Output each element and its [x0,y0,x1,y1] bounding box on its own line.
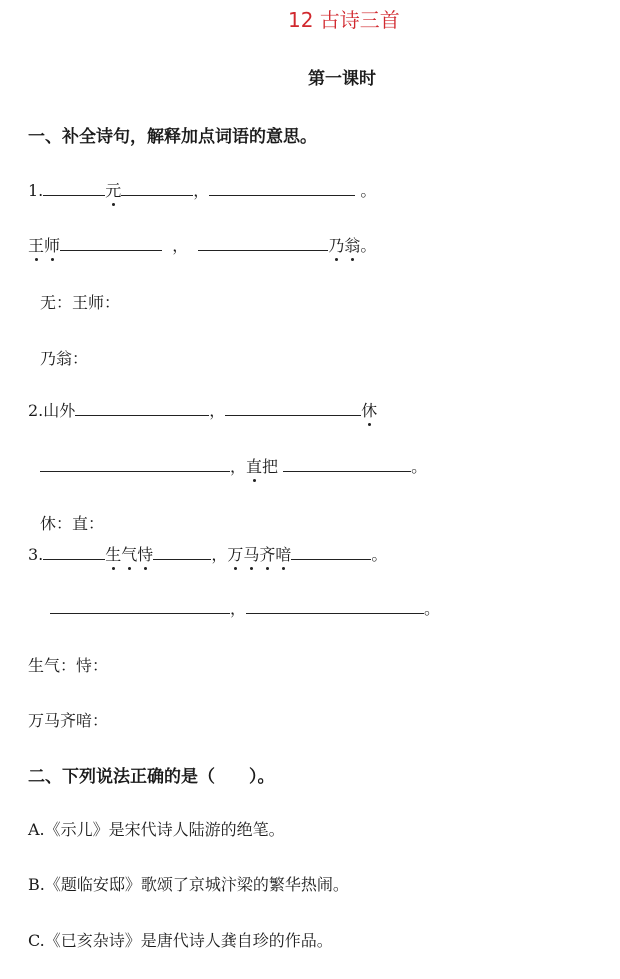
q1-dotted-shi: 师 [44,233,60,256]
q3-line2 [50,596,440,619]
q2-dotted-xiu: 休 [361,398,377,421]
q2-blank-1[interactable] [75,398,209,416]
q3-dotted-qi: 气 [121,542,137,565]
q2-blank-3[interactable] [40,454,230,472]
q3-blank-1[interactable] [43,542,105,560]
q2-comma-2: ， [230,457,247,476]
q3-dotted-sheng: 生 [105,542,121,565]
q3-dotted-shi: 恃 [137,542,153,565]
q2-dotted-zhi: 直 [246,454,262,477]
q3-blank-4[interactable] [50,596,230,614]
q1-line2 [28,233,376,256]
q3-dotted-qi2: 齐 [259,542,275,565]
q3-explain-2: 万马齐喑： [28,711,109,730]
section1-heading: 一、补全诗句，解释加点词语的意思。 [28,127,317,147]
q1-comma-2: ， [172,236,189,255]
q1-line1 [28,178,376,201]
q3-explain-1: 生气：恃： [28,656,109,675]
q3-dotted-yin: 喑 [275,542,291,565]
option-c[interactable]: C.《已亥杂诗》是唐代诗人龚自珍的作品。 [28,931,333,950]
q1-explain-2: 乃翁： [40,349,89,368]
q1-blank-4[interactable] [60,233,162,251]
q1-dotted-wang: 王 [28,233,44,256]
q2-blank-4[interactable] [283,454,411,472]
option-a[interactable]: A.《示儿》是宋代诗人陆游的绝笔。 [28,820,285,839]
q1-dotted-weng: 翁 [344,233,360,256]
q1-period-2: 。 [360,236,377,255]
q3-line1 [28,542,387,565]
q1-blank-3[interactable] [209,178,355,196]
q3-blank-3[interactable] [291,542,371,560]
page-title: 12 古诗三首 [288,8,400,32]
q1-explain-1: 无：王师： [40,293,121,312]
q2-comma: ， [209,401,226,420]
q1-number: 1. [28,181,44,200]
q3-blank-5[interactable] [246,596,424,614]
q3-period: 。 [371,545,388,564]
q2-ba: 把 [262,457,279,476]
q1-period: 。 [360,181,377,200]
q1-dotted-nai: 乃 [328,233,344,256]
q2-blank-2[interactable] [225,398,361,416]
q1-blank-5[interactable] [198,233,328,251]
q2-period: 。 [411,457,428,476]
q1-dotted-yuan: 元 [105,178,121,201]
section2-heading: 二、下列说法正确的是（ ）。 [28,767,275,787]
q2-number: 2.山外 [28,401,76,420]
lesson-subtitle: 第一课时 [308,69,376,89]
option-b[interactable]: B.《题临安邸》歌颂了京城汴梁的繁华热闹。 [28,875,349,894]
q3-comma: ， [211,545,228,564]
q3-blank-2[interactable] [153,542,211,560]
q3-dotted-wan: 万 [227,542,243,565]
q2-line2 [40,454,427,477]
q1-blank-1[interactable] [43,178,105,196]
q2-explain: 休：直： [40,514,105,533]
q1-blank-2[interactable] [121,178,193,196]
q3-period-2: 。 [424,599,441,618]
q2-line1 [28,398,377,421]
q1-comma: ， [193,181,210,200]
q3-number: 3. [28,545,44,564]
q3-comma-2: ， [230,599,247,618]
q3-dotted-ma: 马 [243,542,259,565]
